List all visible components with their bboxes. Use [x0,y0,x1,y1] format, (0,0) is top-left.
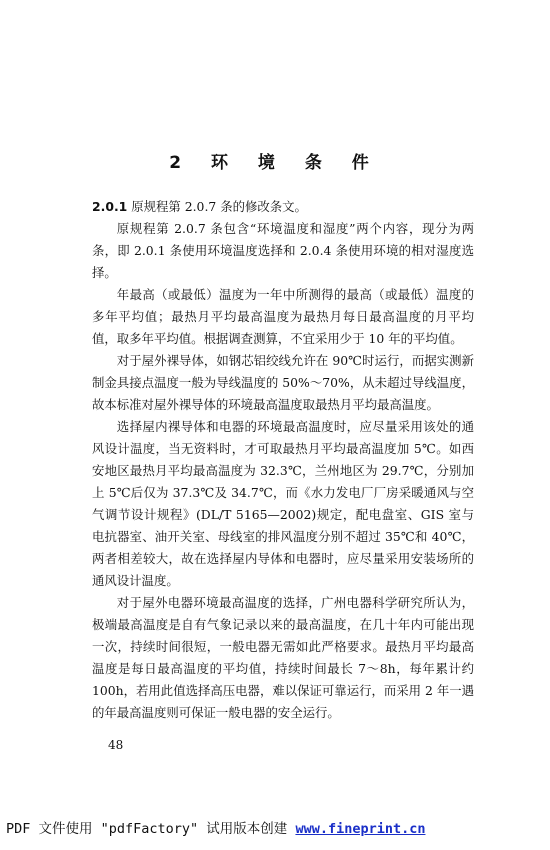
paragraph-5: 对于屋外电器环境最高温度的选择，广州电器科学研究所认为，极端最高温度是自有气象记录以来的最高温度，在几十年内可能出现一次，持续时间很短，一般电器无需如此严格要求。最热月平均最高温度是每日最高温度的平均值，持续时间最长 7～8h，每年累计约 100h，若用此值选择高压电器，难以保证可靠运行，而采用 2 年一遇的年最高温度则可保证一般电器的安全运行。 [92,595,474,720]
pdf-footer [6,817,546,837]
chapter-title: 2 环 境 条 件 [169,153,381,173]
clause-heading [92,196,474,218]
paragraph-3: 对于屋外裸导体，如钢芯铝绞线允许在 90℃时运行，而据实测新制金具接点温度一般为导线温度的 50%～70%，从未超过导线温度，故本标准对屋外裸导体的环境最高温度取最热月平均最高温度。 [92,353,474,412]
page-number: 48 [108,738,124,752]
clause-number: 2.0.1 [92,199,128,214]
paragraph-4: 选择屋内裸导体和电器的环境最高温度时，应尽量采用该处的通风设计温度，当无资料时，才可取最热月平均最高温度加 5℃。如西安地区最热月平均最高温度为 32.3℃，兰州地区为 29.7℃，分别加上 5℃后仅为 37.3℃及 34.7℃，而《水力发电厂厂房采暖通风与空气调节设计规程》(DL/T 5165—2002)规定，配电盘室、GIS 室与电抗器室、油开关室、母线室的排风温度分别不超过 35℃和 40℃，两者相差较大，故在选择屋内导体和电器时，应尽量采用安装场所的通风设计温度。 [92,419,474,588]
paragraph-1: 原规程第 2.0.7 条包含“环境温度和湿度”两个内容，现分为两条，即 2.0.1 条使用环境温度选择和 2.0.4 条使用环境的相对湿度选择。 [92,221,474,280]
clause-intro: 原规程第 2.0.7 条的修改条文。 [131,199,307,214]
body-text [92,196,474,724]
footer-text: PDF 文件使用 "pdfFactory" 试用版本创建 [6,821,296,837]
footer-link[interactable]: www.fineprint.cn [295,821,426,837]
paragraph-2: 年最高（或最低）温度为一年中所测得的最高（或最低）温度的多年平均值；最热月平均最高温度为最热月每日最高温度的月平均值，取多年平均值。根据调查测算，不宜采用少于 10 年的平均值。 [92,287,474,346]
